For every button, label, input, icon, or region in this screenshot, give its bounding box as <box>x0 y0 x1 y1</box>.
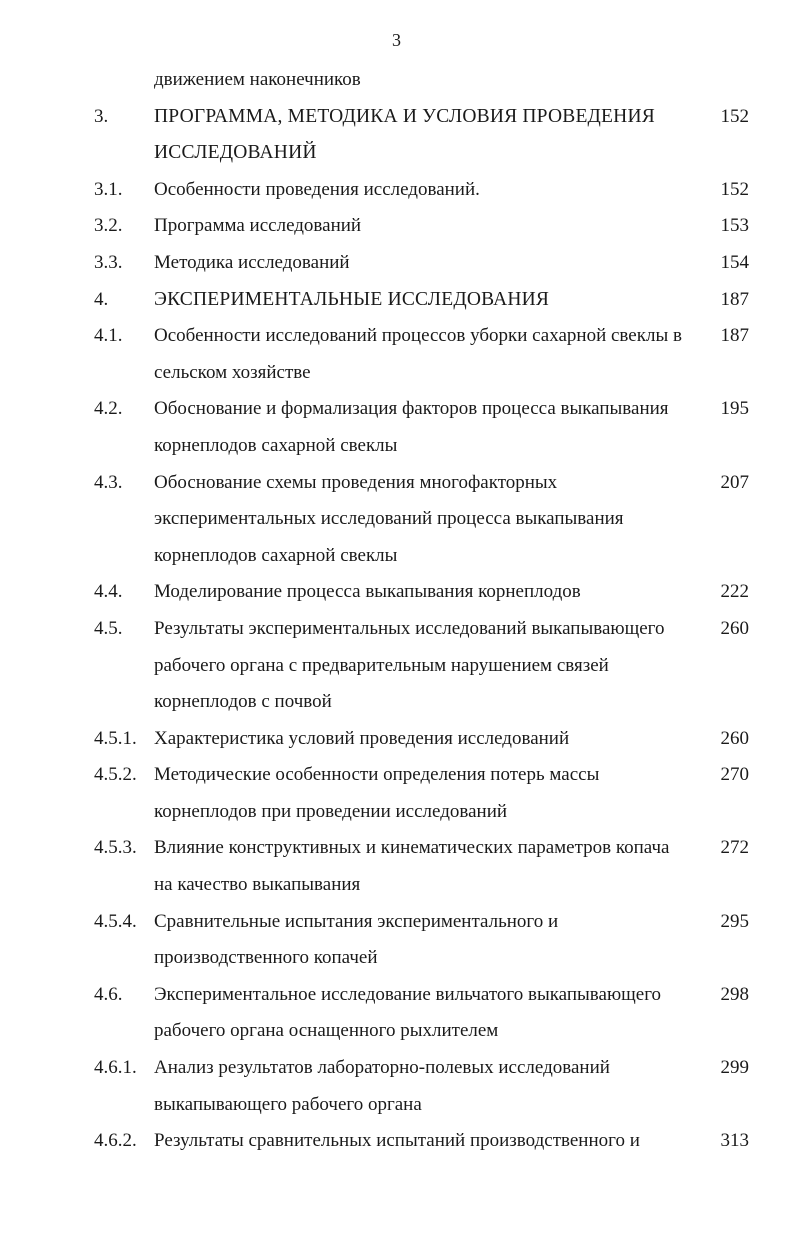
toc-line <box>0 465 793 502</box>
toc-entry-title: Результаты сравнительных испытаний производственного и <box>154 1130 640 1152</box>
toc-entry-number: 4.6.2. <box>94 1130 137 1152</box>
toc-entry-title: корнеплодов с почвой <box>154 691 332 713</box>
toc-entry-title: ЭКСПЕРИМЕНТАЛЬНЫЕ ИССЛЕДОВАНИЯ <box>154 288 550 310</box>
toc-entry <box>0 282 793 319</box>
toc-entry-title: рабочего органа с предварительным нарушением связей <box>154 654 609 676</box>
toc-entry-title: ИССЛЕДОВАНИЙ <box>154 142 317 164</box>
toc-entry-number: 4.6.1. <box>94 1057 137 1079</box>
toc-line <box>0 977 793 1014</box>
toc-line <box>0 99 793 136</box>
toc-entry-title: Обоснование и формализация факторов процесса выкапывания <box>154 398 669 420</box>
toc-entry-number: 4.4. <box>94 581 123 603</box>
toc-line <box>0 282 793 319</box>
toc-entry-title: Моделирование процесса выкапывания корнеплодов <box>154 581 581 603</box>
toc-entry-page: 154 <box>720 251 749 273</box>
toc-entry-page: 187 <box>720 325 749 347</box>
toc-entry-number: 3. <box>94 105 109 127</box>
toc-line <box>0 684 793 721</box>
toc-entry <box>0 611 793 721</box>
toc-entry-title: Влияние конструктивных и кинематических параметров копача <box>154 837 670 859</box>
toc-entry-page: 152 <box>720 178 749 200</box>
toc-line <box>0 501 793 538</box>
toc-line <box>0 355 793 392</box>
toc-line <box>0 245 793 282</box>
toc-line <box>0 1087 793 1124</box>
toc-entry <box>0 465 793 575</box>
toc-line <box>0 318 793 355</box>
toc-entry-title: экспериментальных исследований процесса выкапывания <box>154 508 624 530</box>
toc-entry-page: 260 <box>720 617 749 639</box>
toc-entry <box>0 1123 793 1160</box>
toc-entry-page: 187 <box>720 288 749 310</box>
toc-entry-title: Программа исследований <box>154 215 362 237</box>
toc-line <box>0 172 793 209</box>
toc-entry-number: 4.6. <box>94 983 123 1005</box>
toc-entry <box>0 830 793 903</box>
toc-entry-title: движением наконечников <box>154 69 361 90</box>
toc-line <box>0 428 793 465</box>
toc-line <box>0 940 793 977</box>
toc-entry <box>0 245 793 282</box>
toc-entry-title: Обоснование схемы проведения многофакторных <box>154 471 558 493</box>
toc-entry-title: ПРОГРАММА, МЕТОДИКА И УСЛОВИЯ ПРОВЕДЕНИЯ <box>154 105 655 127</box>
toc-entry-title: Анализ результатов лабораторно-полевых исследований <box>154 1057 610 1079</box>
toc-entry <box>0 721 793 758</box>
toc-entry-number: 4.5.4. <box>94 910 137 932</box>
toc-entry-title: корнеплодов сахарной свеклы <box>154 544 398 566</box>
toc-entry-title: корнеплодов сахарной свеклы <box>154 434 398 456</box>
toc-line <box>0 208 793 245</box>
toc-line <box>0 721 793 758</box>
toc-entry-page: 152 <box>720 105 749 127</box>
toc-line <box>0 611 793 648</box>
table-of-contents <box>0 62 793 1160</box>
toc-entry-page: 153 <box>720 215 749 237</box>
toc-entry-title: Характеристика условий проведения исследований <box>154 727 570 749</box>
toc-line <box>0 391 793 428</box>
toc-entry-page: 298 <box>720 983 749 1005</box>
toc-line <box>0 904 793 941</box>
toc-entry-number: 4.5.1. <box>94 727 137 749</box>
toc-entry-title: Особенности проведения исследований. <box>154 178 480 200</box>
toc-entry-number: 4.5.2. <box>94 764 137 786</box>
toc-entry-number: 4.2. <box>94 398 123 420</box>
toc-entry-number: 4.1. <box>94 325 123 347</box>
toc-entry-number: 4.5.3. <box>94 837 137 859</box>
toc-entry-title: Особенности исследований процессов уборки сахарной свеклы в <box>154 325 682 347</box>
toc-entry-page: 295 <box>720 910 749 932</box>
page-number: 3 <box>392 30 401 50</box>
toc-entry-number: 3.2. <box>94 215 123 237</box>
toc-entry-title: Сравнительные испытания экспериментального и <box>154 910 559 932</box>
toc-entry <box>0 904 793 977</box>
toc-entry-title: Результаты экспериментальных исследований выкапывающего <box>154 617 665 639</box>
toc-line <box>0 574 793 611</box>
toc-line <box>0 757 793 794</box>
toc-entry <box>0 318 793 391</box>
toc-line <box>0 538 793 575</box>
toc-entry-page: 195 <box>720 398 749 420</box>
toc-entry-title: на качество выкапывания <box>154 874 361 896</box>
toc-entry-number: 3.3. <box>94 251 123 273</box>
toc-entry <box>0 208 793 245</box>
toc-entry <box>0 99 793 172</box>
toc-line <box>0 62 793 99</box>
toc-entry <box>0 977 793 1050</box>
toc-entry-page: 270 <box>720 764 749 786</box>
toc-entry-page: 299 <box>720 1057 749 1079</box>
toc-entry-number: 4.5. <box>94 617 123 639</box>
toc-entry-page: 222 <box>720 581 749 603</box>
toc-line <box>0 1013 793 1050</box>
toc-line <box>0 830 793 867</box>
toc-entry-number: 3.1. <box>94 178 123 200</box>
toc-entry <box>0 574 793 611</box>
toc-entry-title: Методика исследований <box>154 251 350 273</box>
toc-entry-number: 4.3. <box>94 471 123 493</box>
toc-line <box>0 867 793 904</box>
toc-entry-page: 207 <box>720 471 749 493</box>
toc-entry-page: 260 <box>720 727 749 749</box>
toc-line <box>0 794 793 831</box>
toc-line <box>0 648 793 685</box>
toc-entry-title: рабочего органа оснащенного рыхлителем <box>154 1020 499 1042</box>
toc-entry <box>0 172 793 209</box>
toc-line <box>0 1123 793 1160</box>
toc-entry-title: выкапывающего рабочего органа <box>154 1093 422 1115</box>
toc-entry <box>0 62 793 99</box>
toc-line <box>0 1050 793 1087</box>
toc-entry-number: 4. <box>94 288 109 310</box>
toc-entry-page: 313 <box>720 1130 749 1152</box>
toc-entry-title: Методические особенности определения потерь массы <box>154 764 600 786</box>
toc-entry <box>0 757 793 830</box>
toc-entry <box>0 391 793 464</box>
toc-entry-title: Экспериментальное исследование вильчатого выкапывающего <box>154 983 662 1005</box>
toc-entry-page: 272 <box>720 837 749 859</box>
toc-entry-title: сельском хозяйстве <box>154 361 311 383</box>
toc-line <box>0 135 793 172</box>
toc-entry-title: корнеплодов при проведении исследований <box>154 800 508 822</box>
toc-entry-title: производственного копачей <box>154 947 378 969</box>
toc-entry <box>0 1050 793 1123</box>
